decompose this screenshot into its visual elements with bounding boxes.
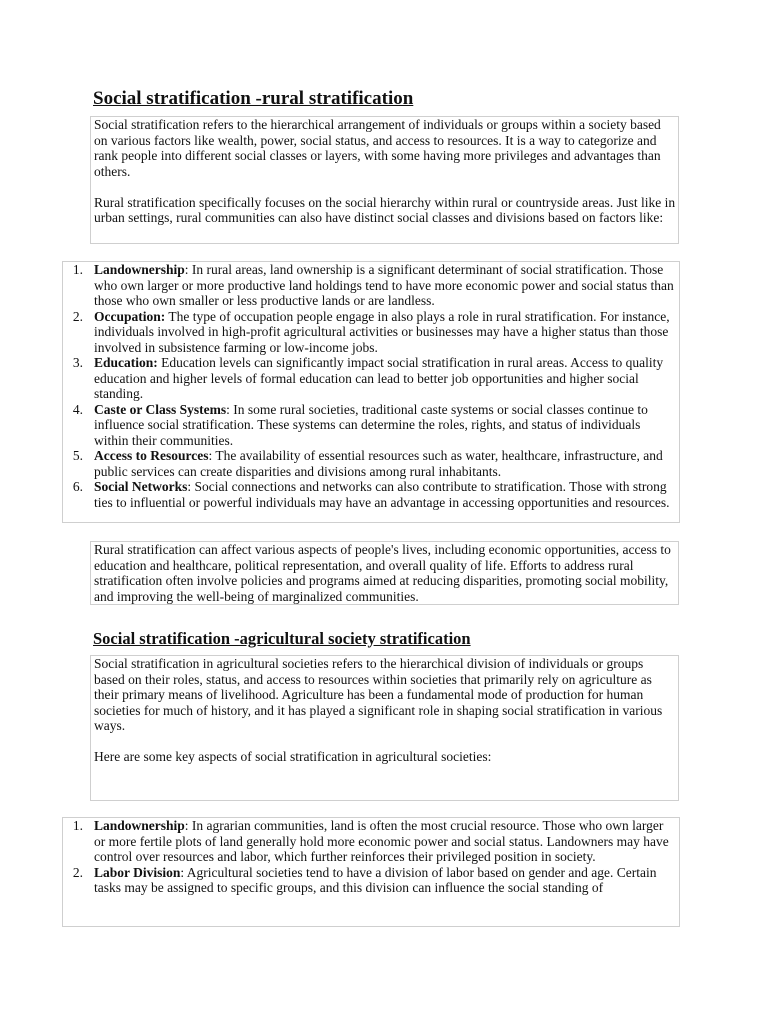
intro-paragraph: Rural stratification specifically focuses on the social hierarchy within rural or countryside areas. Just like in urban settings, rural communities can also have distinct social classes and divisions based on factors like: [94,194,676,225]
rural-factors-list-box [62,261,680,523]
list-item [63,865,679,896]
list-item [63,479,679,510]
item-text: The type of occupation people engage in also plays a role in rural stratification. For instance, individuals involved in high-profit agricultural activities or businesses may have a higher status than those involved in subsistence farming or low-income jobs. [94,308,670,355]
list-number: 6. [72,479,83,494]
agricultural-aspects-list-box [62,817,680,927]
list-number: 3. [72,355,83,370]
item-text: : In agrarian communities, land is often the most crucial resource. Those who own larger or more fertile plots of land generally hold more economic power and social status. Landowners may have control over resources and labor, which further reinforces their privileged position in society. [94,818,669,864]
list-number: 5. [72,448,83,463]
agricultural-stratification-heading: Social stratification -agricultural society stratification [93,629,471,648]
term-label: Access to Resources [94,448,209,463]
list-item [63,355,679,402]
rural-stratification-heading: Social stratification -rural stratification [93,88,414,109]
list-item [63,402,679,449]
list-item [63,262,679,309]
rural-intro-box [90,116,679,244]
closing-paragraph: Rural stratification can affect various aspects of people's lives, including economic opportunities, access to education and healthcare, political representation, and overall quality of life. Efforts to address rural stratification often involve policies and programs aimed at reducing disparities, promoting social mobility, and improving the well-being of marginalized communities. [94,542,671,604]
list-item [63,309,679,356]
item-text: : In rural areas, land ownership is a significant determinant of social stratification. Those who own larger or more productive land holdings tend to have more economic power and social status than those who own smaller or less productive lands or are landless. [94,262,674,308]
item-text: : The availability of essential resources such as water, healthcare, infrastructure, and public services can create disparities and divisions among rural inhabitants. [94,448,663,479]
rural-closing-box [90,541,679,605]
agricultural-intro-box [90,655,679,801]
term-label: Landownership [94,262,185,277]
item-text: : In some rural societies, traditional caste systems or social classes continue to influence social stratification. These systems can determine the roles, rights, and status of individuals within their communities. [94,401,648,448]
term-label: Occupation: [94,308,166,324]
agricultural-aspects-list [63,818,679,896]
intro-paragraph: Social stratification in agricultural societies refers to the hierarchical division of individuals or groups based on their roles, status, and access to resources within societies that primarily rely on agriculture as their primary means of livelihood. Agriculture has been a fundamental mode of production for human societies for much of history, and it has played a significant role in shaping social stratification in various ways. [94,656,663,733]
intro-paragraph: Social stratification refers to the hierarchical arrangement of individuals or groups within a society based on various factors like wealth, power, social status, and access to resources. It is a way to categorize and rank people into different social classes or layers, with some having more privileges and advantages than others. [94,117,661,179]
list-number: 1. [72,262,83,277]
term-label: Caste or Class Systems [94,401,227,417]
list-number: 1. [72,818,83,833]
term-label: Social Networks [94,479,188,494]
list-item [63,448,679,479]
term-label: Education: [94,355,158,370]
term-label: Labor Division [94,864,181,880]
item-text: Education levels can significantly impact social stratification in rural areas. Access to quality education and higher levels of formal education can lead to better job opportunities and higher social standing. [94,355,664,401]
list-item [63,818,679,865]
intro-paragraph: Here are some key aspects of social stratification in agricultural societies: [94,749,492,764]
term-label: Landownership [94,818,185,833]
list-number: 2. [72,864,83,880]
list-number: 2. [72,308,83,324]
item-text: : Social connections and networks can also contribute to stratification. Those with strong ties to influential or powerful individuals may have an advantage in accessing opportunities and resources. [94,479,670,510]
list-number: 4. [72,401,83,417]
item-text: : Agricultural societies tend to have a division of labor based on gender and age. Certain tasks may be assigned to specific groups, and this division can influence the social standing of [94,864,657,895]
rural-factors-list [63,262,679,510]
